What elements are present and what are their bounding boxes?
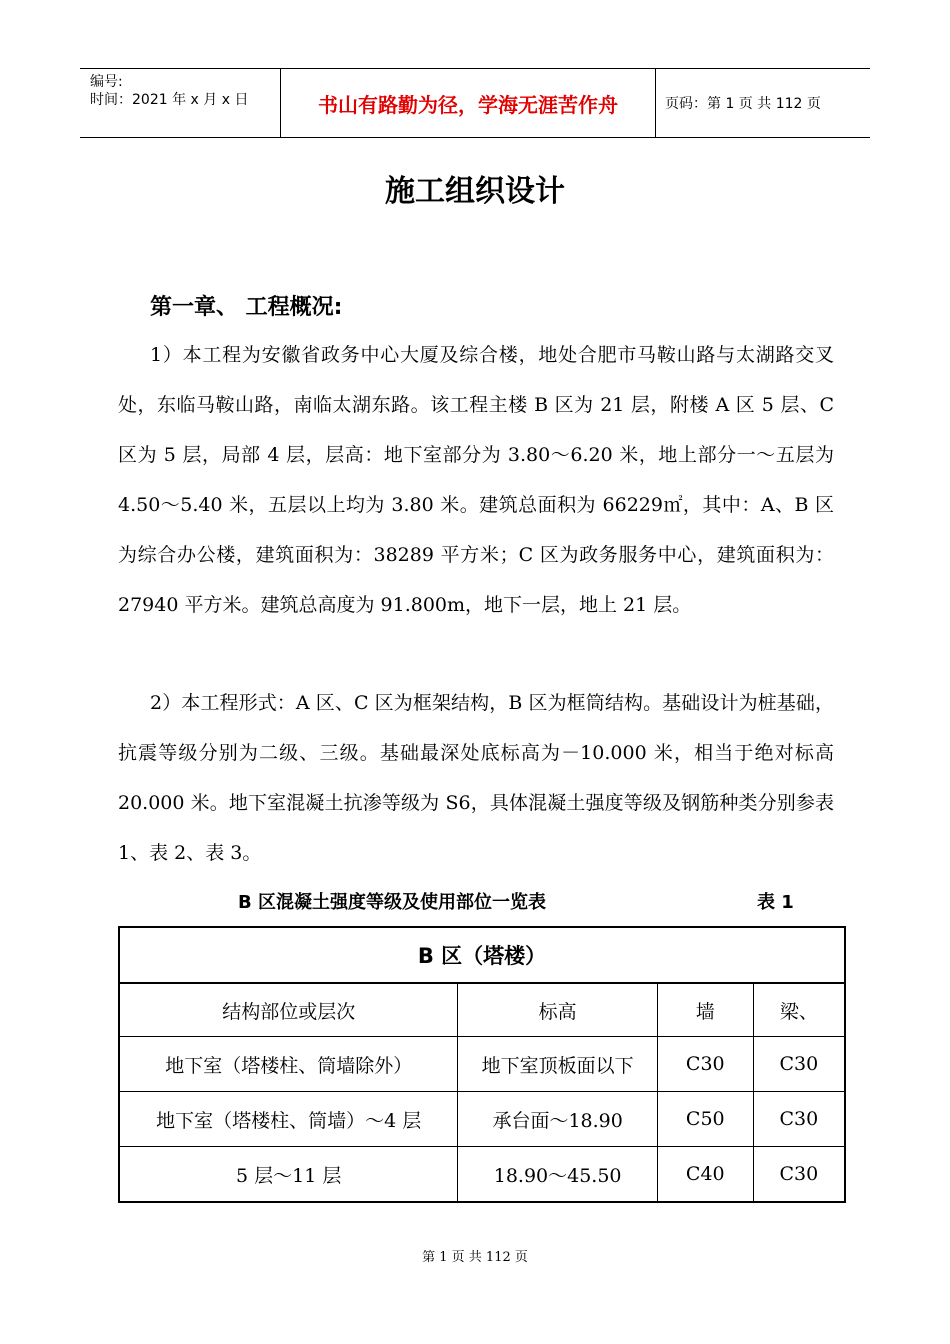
header-motto: 书山有路勤为径，学海无涯苦作舟	[280, 69, 656, 137]
paragraph-1	[118, 330, 834, 630]
table-cell: C30	[753, 1037, 845, 1092]
table-cell: C30	[657, 1037, 753, 1092]
document-title: 施工组织设计	[385, 174, 565, 209]
column-header: 梁、	[753, 983, 845, 1037]
table-cell: 5 层～11 层	[119, 1147, 458, 1203]
page-header	[80, 68, 870, 138]
header-left-cell	[80, 69, 280, 137]
table-header-row	[119, 983, 845, 1037]
table-row	[119, 1147, 845, 1203]
header-time-label: 时间：2021 年 x 月 x 日	[90, 92, 249, 108]
paragraph-2-text: 2）本工程形式：A 区、C 区为框架结构，B 区为框筒结构。基础设计为桩基础，抗震等级分别为二级、三级。基础最深处底标高为－10.000 米，相当于绝对标高 20.000 米。地下室混凝土抗渗等级为 S6，具体混凝土强度等级及钢筋种类分别参表 1、表 2、表 3。	[118, 692, 834, 864]
table-cell: 地下室（塔楼柱、筒墙）～4 层	[119, 1092, 458, 1147]
table-cell: C30	[753, 1092, 845, 1147]
page-footer: 第 1 页 共 112 页	[422, 1250, 528, 1265]
chapter-heading: 第一章、 工程概况:	[150, 295, 343, 320]
table-cell: C50	[657, 1092, 753, 1147]
paragraph-1-text: 1）本工程为安徽省政务中心大厦及综合楼，地处合肥市马鞍山路与太湖路交叉处，东临马鞍山路，南临太湖东路。该工程主楼 B 区为 21 层，附楼 A 区 5 层、C 区为 5 层，局部 4 层，层高：地下室部分为 3.80～6.20 米，地上部分一～五层为 4.50～5.40 米，五层以上均为 3.80 米。建筑总面积为 66229㎡，其中：A、B 区为综合办公楼，建筑面积为：38289 平方米；C 区为政务服务中心，建筑面积为：27940 平方米。建筑总高度为 91.800m，地下一层，地上 21 层。	[118, 344, 834, 616]
table-cell: 承台面～18.90	[458, 1092, 657, 1147]
table-group-header: B 区（塔楼）	[119, 927, 845, 983]
paragraph-2	[118, 678, 834, 878]
table-cell: 18.90～45.50	[458, 1147, 657, 1203]
table-cell: 地下室顶板面以下	[458, 1037, 657, 1092]
table-caption: B 区混凝土强度等级及使用部位一览表	[238, 892, 546, 913]
column-header: 标高	[458, 983, 657, 1037]
table-row	[119, 1037, 845, 1092]
table-cell: 地下室（塔楼柱、筒墙除外）	[119, 1037, 458, 1092]
table-cell: C30	[753, 1147, 845, 1203]
table-number: 表 1	[757, 892, 794, 913]
concrete-grade-table	[118, 926, 846, 1203]
header-page-info: 页码：第 1 页 共 112 页	[665, 96, 821, 112]
table-group-header-row	[119, 927, 845, 983]
column-header: 结构部位或层次	[119, 983, 458, 1037]
header-number-label: 编号:	[90, 74, 123, 90]
column-header: 墙	[657, 983, 753, 1037]
table-row	[119, 1092, 845, 1147]
table-cell: C40	[657, 1147, 753, 1203]
